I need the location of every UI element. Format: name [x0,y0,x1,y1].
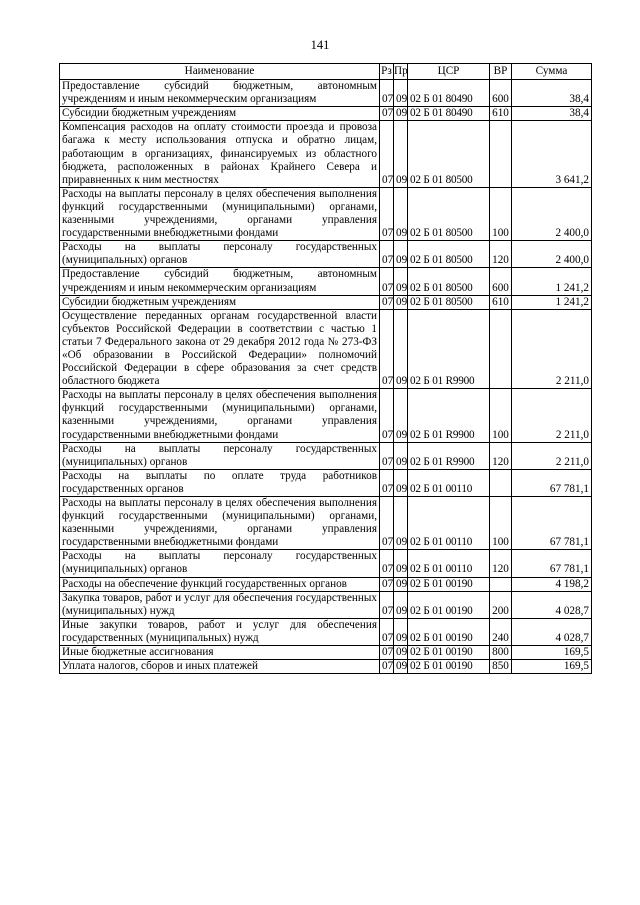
cell-rz: 07 [380,268,394,295]
cell-csr: 02 Б 01 00190 [408,577,490,591]
cell-pr: 09 [394,660,408,674]
cell-rz: 07 [380,550,394,577]
table-row [60,591,592,618]
cell-name: Закупка товаров, работ и услуг для обеспечения государственных (муниципальных) нужд [60,591,380,618]
cell-rz: 07 [380,469,394,496]
cell-name: Расходы на выплаты по оплате труда работников государственных органов [60,469,380,496]
cell-pr: 09 [394,577,408,591]
cell-pr: 09 [394,268,408,295]
cell-sum: 67 781,1 [512,550,592,577]
cell-sum: 67 781,1 [512,469,592,496]
cell-csr: 02 Б 01 00110 [408,469,490,496]
cell-name: Предоставление субсидий бюджетным, автономным учреждениям и иным некоммерческим организациям [60,268,380,295]
cell-csr: 02 Б 01 80500 [408,121,490,187]
table-row [60,268,592,295]
cell-csr: 02 Б 01 00190 [408,646,490,660]
cell-name: Предоставление субсидий бюджетным, автономным учреждениям и иным некоммерческим организациям [60,80,380,107]
cell-vr [490,121,512,187]
cell-csr: 02 Б 01 80500 [408,295,490,309]
cell-sum: 2 400,0 [512,241,592,268]
cell-name: Расходы на обеспечение функций государственных органов [60,577,380,591]
cell-name: Расходы на выплаты персоналу в целях обеспечения выполнения функций государственными (муниципальными) органами, казенными учреждениями, органами управления государственными внебюджетными фондами [60,187,380,240]
cell-vr: 600 [490,268,512,295]
cell-rz: 07 [380,187,394,240]
cell-rz: 07 [380,241,394,268]
cell-sum: 2 211,0 [512,389,592,442]
cell-vr: 200 [490,591,512,618]
cell-vr: 120 [490,442,512,469]
cell-vr: 600 [490,80,512,107]
table-row [60,80,592,107]
cell-pr: 09 [394,121,408,187]
cell-sum: 169,5 [512,646,592,660]
cell-csr: 02 Б 01 R9900 [408,442,490,469]
cell-csr: 02 Б 01 R9900 [408,309,490,389]
cell-csr: 02 Б 01 80500 [408,241,490,268]
cell-pr: 09 [394,646,408,660]
table-row [60,442,592,469]
cell-sum: 3 641,2 [512,121,592,187]
cell-name: Расходы на выплаты персоналу в целях обеспечения выполнения функций государственными (муниципальными) органами, казенными учреждениями, органами управления государственными внебюджетными фондами [60,497,380,550]
cell-csr: 02 Б 01 00110 [408,550,490,577]
table-body [60,80,592,674]
cell-rz: 07 [380,618,394,645]
budget-table [59,63,592,674]
cell-name: Расходы на выплаты персоналу государственных (муниципальных) органов [60,550,380,577]
table-row [60,618,592,645]
table-row [60,187,592,240]
cell-csr: 02 Б 01 R9900 [408,389,490,442]
table-row [60,497,592,550]
cell-rz: 07 [380,80,394,107]
cell-name: Уплата налогов, сборов и иных платежей [60,660,380,674]
cell-csr: 02 Б 01 00110 [408,497,490,550]
cell-name: Иные бюджетные ассигнования [60,646,380,660]
cell-pr: 09 [394,309,408,389]
cell-vr: 610 [490,295,512,309]
cell-sum: 1 241,2 [512,295,592,309]
cell-sum: 2 400,0 [512,187,592,240]
cell-sum: 169,5 [512,660,592,674]
header-name: Наименование [60,64,380,80]
cell-vr: 100 [490,187,512,240]
cell-vr: 100 [490,389,512,442]
cell-rz: 07 [380,309,394,389]
cell-rz: 07 [380,107,394,121]
cell-csr: 02 Б 01 80500 [408,187,490,240]
cell-rz: 07 [380,389,394,442]
cell-pr: 09 [394,80,408,107]
cell-sum: 38,4 [512,107,592,121]
cell-name: Компенсация расходов на оплату стоимости проезда и провоза багажа к месту использования отпуска и обратно лицам, работающим в организациях, финансируемых из областного бюджета, расположенных в районах Крайнего Севера и приравненных к ним местностях [60,121,380,187]
cell-vr: 100 [490,497,512,550]
cell-pr: 09 [394,618,408,645]
page-number: 141 [310,38,330,52]
cell-rz: 07 [380,591,394,618]
header-sum: Сумма [512,64,592,80]
header-rz: Рз [380,64,394,80]
cell-pr: 09 [394,295,408,309]
table-row [60,241,592,268]
cell-rz: 07 [380,121,394,187]
table-row [60,121,592,187]
cell-pr: 09 [394,550,408,577]
cell-vr: 610 [490,107,512,121]
cell-csr: 02 Б 01 80500 [408,268,490,295]
cell-vr: 120 [490,550,512,577]
cell-name: Иные закупки товаров, работ и услуг для обеспечения государственных (муниципальных) нужд [60,618,380,645]
cell-pr: 09 [394,389,408,442]
cell-pr: 09 [394,497,408,550]
table-row [60,107,592,121]
cell-pr: 09 [394,469,408,496]
cell-name: Осуществление переданных органам государственной власти субъектов Российской Федерации в соответствии с частью 1 статьи 7 Федерального закона от 29 декабря 2012 года № 273-ФЗ «Об образовании в Российской Федерации» полномочий Российской Федерации в сфере образования за счет средств областного бюджета [60,309,380,389]
cell-rz: 07 [380,442,394,469]
table-row [60,660,592,674]
table-row [60,577,592,591]
cell-rz: 07 [380,295,394,309]
cell-name: Расходы на выплаты персоналу государственных (муниципальных) органов [60,442,380,469]
header-pr: Пр [394,64,408,80]
cell-vr: 850 [490,660,512,674]
cell-name: Расходы на выплаты персоналу в целях обеспечения выполнения функций государственными (муниципальными) органами, казенными учреждениями, органами управления государственными внебюджетными фондами [60,389,380,442]
cell-pr: 09 [394,241,408,268]
cell-vr: 120 [490,241,512,268]
cell-rz: 07 [380,646,394,660]
cell-name: Субсидии бюджетным учреждениям [60,295,380,309]
header-csr: ЦСР [408,64,490,80]
cell-csr: 02 Б 01 00190 [408,591,490,618]
cell-sum: 67 781,1 [512,497,592,550]
cell-csr: 02 Б 01 00190 [408,660,490,674]
header-vr: ВР [490,64,512,80]
cell-pr: 09 [394,187,408,240]
table-row [60,295,592,309]
cell-pr: 09 [394,107,408,121]
cell-csr: 02 Б 01 80490 [408,107,490,121]
cell-name: Субсидии бюджетным учреждениям [60,107,380,121]
cell-sum: 1 241,2 [512,268,592,295]
cell-sum: 38,4 [512,80,592,107]
cell-vr [490,577,512,591]
cell-vr [490,469,512,496]
cell-vr: 800 [490,646,512,660]
cell-sum: 2 211,0 [512,309,592,389]
cell-pr: 09 [394,442,408,469]
cell-rz: 07 [380,577,394,591]
table-row [60,469,592,496]
cell-rz: 07 [380,497,394,550]
cell-csr: 02 Б 01 80490 [408,80,490,107]
cell-pr: 09 [394,591,408,618]
cell-vr: 240 [490,618,512,645]
cell-sum: 4 028,7 [512,591,592,618]
table-row [60,550,592,577]
table-row [60,646,592,660]
table-row [60,389,592,442]
cell-vr [490,309,512,389]
table-header-row [60,64,592,80]
cell-sum: 4 028,7 [512,618,592,645]
cell-sum: 2 211,0 [512,442,592,469]
cell-sum: 4 198,2 [512,577,592,591]
cell-rz: 07 [380,660,394,674]
cell-csr: 02 Б 01 00190 [408,618,490,645]
table-row [60,309,592,389]
cell-name: Расходы на выплаты персоналу государственных (муниципальных) органов [60,241,380,268]
